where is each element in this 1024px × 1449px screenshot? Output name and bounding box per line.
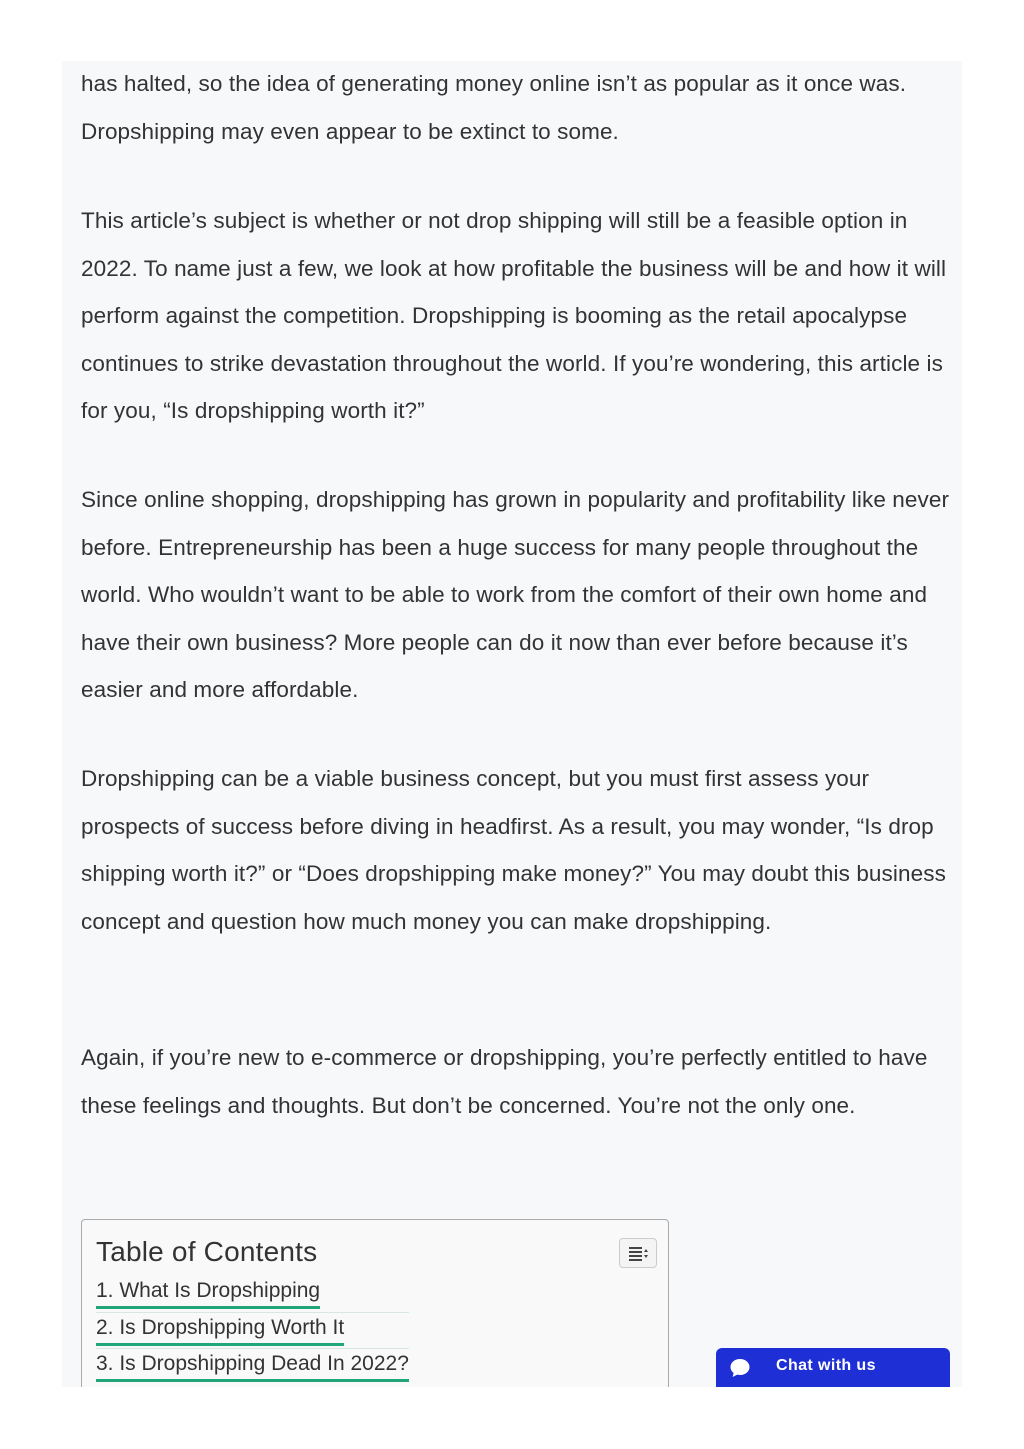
article-content — [62, 61, 962, 1387]
article-paragraph: Dropshipping can be a viable business concept, but you must first assess your prospects of success before diving in headfirst. As a result, you may wonder, “Is drop shipping worth it?” or “Does dropshipping make money?” You may doubt this business concept and question how much money you can make dropshipping. — [81, 766, 946, 934]
article-paragraph: has halted, so the idea of generating money online isn’t as popular as it once was. Dropshipping may even appear to be extinct to some. — [81, 71, 907, 144]
toc-link-is-dropshipping-worth-it[interactable]: 2. Is Dropshipping Worth It — [96, 1314, 344, 1346]
toc-item — [96, 1276, 409, 1312]
toc-list — [96, 1276, 409, 1384]
article-paragraph: Again, if you’re new to e-commerce or dropshipping, you’re perfectly entitled to have these feelings and thoughts. But don’t be concerned. You’re not the only one. — [81, 1045, 928, 1118]
table-of-contents — [81, 1219, 669, 1387]
toc-item — [96, 1312, 409, 1348]
toc-link-what-is-dropshipping[interactable]: 1. What Is Dropshipping — [96, 1277, 320, 1309]
article-paragraph: This article’s subject is whether or not drop shipping will still be a feasible option in 2022. To name just a few, we look at how profitable the business will be and how it will perform against the competition. Dropshipping is booming as the retail apocalypse continues to strike devastation throughout the world. If you’re wondering, this article is for you, “Is dropshipping worth it?” — [81, 208, 947, 424]
toc-title: Table of Contents — [96, 1236, 318, 1267]
chat-label: Chat with us — [776, 1357, 876, 1374]
chat-with-us-button[interactable] — [716, 1348, 950, 1387]
article-paragraph: Since online shopping, dropshipping has grown in popularity and profitability like never before. Entrepreneurship has been a huge success for many people throughout the world. Who wouldn’t want to be able to work from the comfort of their own home and have their own business? More people can do it now than ever before because it’s easier and more affordable. — [81, 487, 950, 703]
chat-bubble-icon — [728, 1356, 752, 1380]
list-toggle-icon — [629, 1246, 649, 1262]
toc-item — [96, 1348, 409, 1384]
toc-link-is-dropshipping-dead[interactable]: 3. Is Dropshipping Dead In 2022? — [96, 1350, 409, 1382]
toc-toggle-button[interactable] — [619, 1238, 657, 1268]
